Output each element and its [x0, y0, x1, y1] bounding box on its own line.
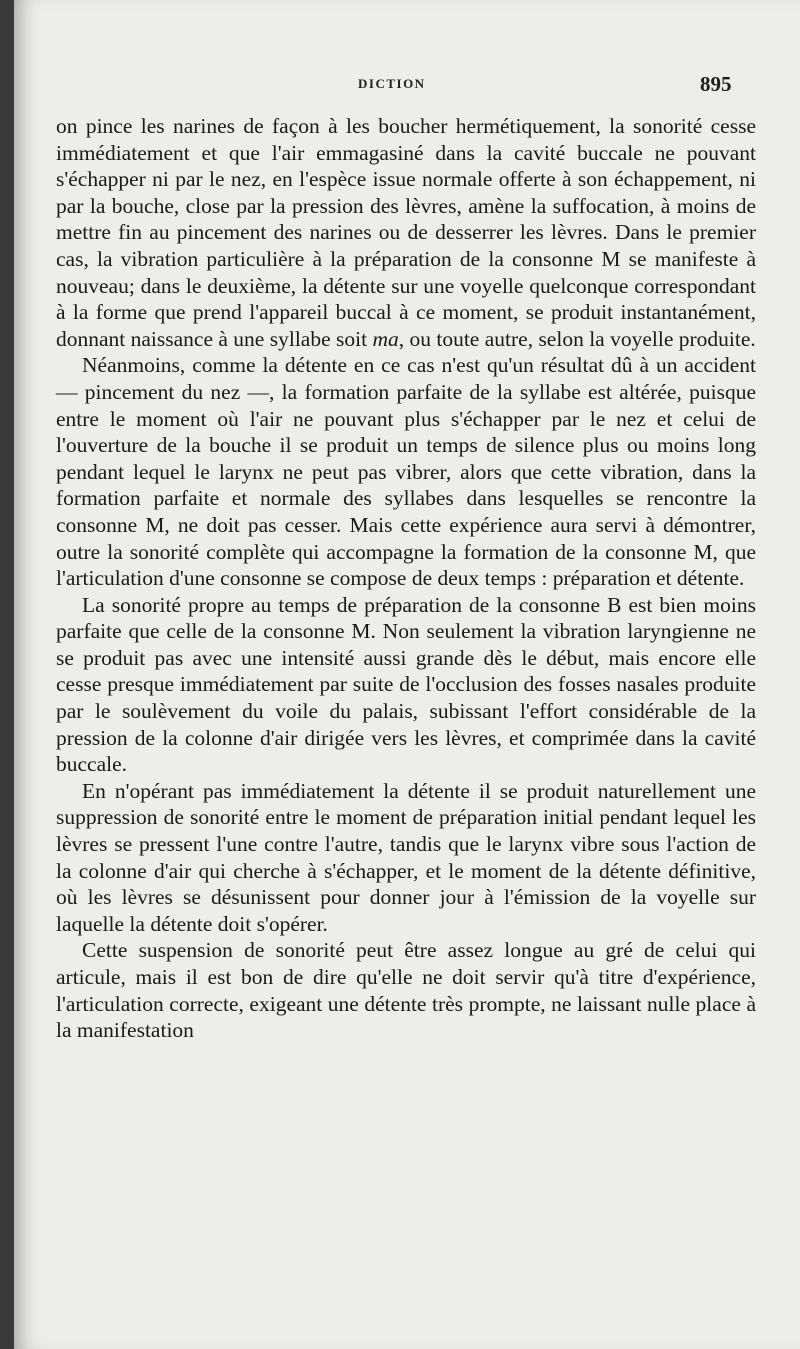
paragraph-1-text-a: on pince les narines de façon à les boucher hermétiquement, la sonorité cesse immédiatement et que l'air emmagasiné dans la cavité buccale ne pouvant s'échapper ni par le nez, en l'espèce issue normale offerte à son échappement, ni par la bouche, close par la pression des lèvres, amène la suffocation, à moins de mettre fin au pincement des narines ou de desserrer les lèvres. Dans le premier cas, la vibration particulière à la préparation de la consonne M se manifeste à nouveau; dans le deuxième, la détente sur une voyelle quelconque correspondant à la forme que prend l'appareil buccal à ce moment, se produit instantanément, donnant naissance à une syllabe soit: [56, 114, 756, 351]
page-number: 895: [700, 72, 732, 96]
book-page: [14, 0, 800, 1349]
paragraph-2: Néanmoins, comme la détente en ce cas n'est qu'un résultat dû à un accident — pincement du nez —, la formation parfaite de la syllabe est altérée, puisque entre le moment où l'air ne pouvant plus s'échapper par le nez et celui de l'ouverture de la bouche il se produit un temps de silence plus ou moins long pendant lequel le larynx ne peut pas vibrer, alors que cette vibration, dans la formation parfaite et normale des syllabes dans lesquelles se rencontre la consonne M, ne doit pas cesser. Mais cette expérience aura servi à démontrer, outre la sonorité complète qui accompagne la formation de la consonne M, que l'articulation d'une consonne se compose de deux temps : préparation et détente.: [56, 353, 756, 591]
syllable-ma: ma: [372, 326, 399, 351]
chapter-title: DICTION: [358, 76, 426, 91]
paragraph-5: Cette suspension de sonorité peut être assez longue au gré de celui qui articule, mais il est bon de dire qu'elle ne doit servir qu'à titre d'expérience, l'articulation correcte, exigeant une détente très prompte, ne laissant nulle place à la manifestation: [56, 938, 756, 1043]
paragraph-1-text-b: , ou toute autre, selon la voyelle produite.: [398, 326, 756, 351]
paragraph-1: [56, 113, 756, 352]
paragraph-3: La sonorité propre au temps de préparation de la consonne B est bien moins parfaite que celle de la consonne M. Non seulement la vibration laryngienne ne se produit pas avec une intensité aussi grande dès le début, mais encore elle cesse presque immédiatement par suite de l'occlusion des fosses nasales produite par le soulèvement du voile du palais, subissant l'effort considérable de la pression de la colonne d'air dirigée vers les lèvres, et comprimée dans la cavité buccale.: [56, 592, 756, 777]
body-text: [56, 113, 756, 1044]
running-head: [14, 74, 800, 98]
paragraph-4: En n'opérant pas immédiatement la détente il se produit naturellement une suppression de sonorité entre le moment de préparation initial pendant lequel les lèvres se pressent l'une contre l'autre, tandis que le larynx vibre sous l'action de la colonne d'air qui cherche à s'échapper, et le moment de la détente définitive, où les lèvres se désunissent pour donner jour à l'émission de la voyelle sur laquelle la détente doit s'opérer.: [56, 778, 756, 936]
